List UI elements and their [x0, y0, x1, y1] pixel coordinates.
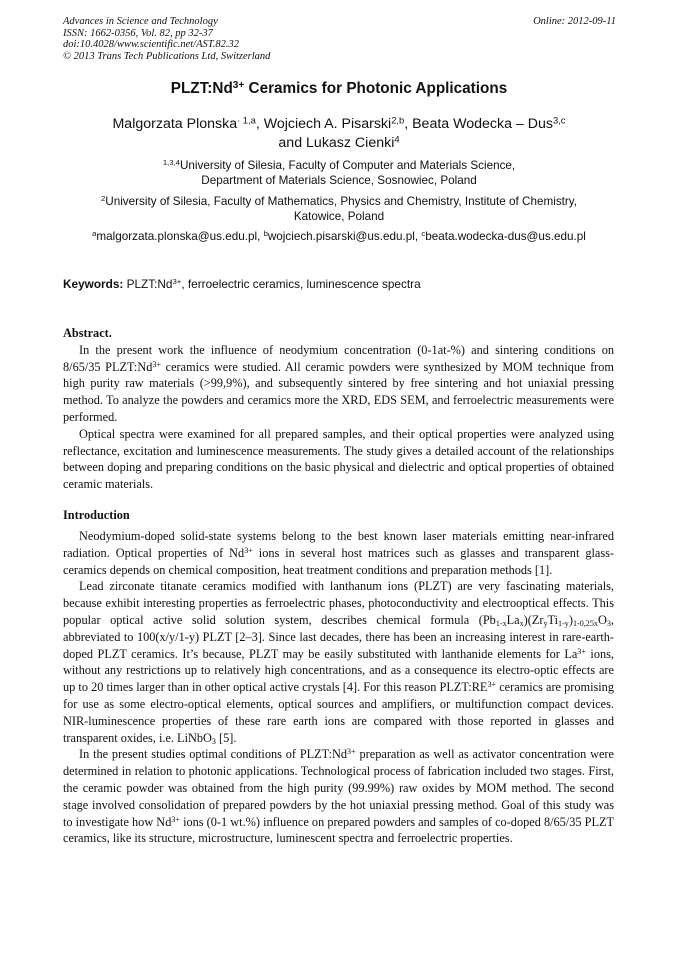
- keywords-label: Keywords:: [63, 277, 124, 291]
- abstract-paragraph-1: [63, 342, 614, 426]
- abstract-p1-text-a: In the present work the influence of neodymium concentration (0-1at-%) and sintering conditions on 8/65/35 PLZT:Nd: [63, 342, 614, 374]
- intro-p2-c: )(Zr: [523, 612, 544, 627]
- abstract-p1-sup: 3+: [152, 359, 162, 369]
- intro-p1-text-a: Neodymium-doped solid-state systems belong to the best known laser materials emitting near-infrared radiation. Optical properties of Nd: [63, 529, 614, 560]
- intro-p2-sub5: 1-0,25x: [572, 619, 598, 628]
- title-sup: 3+: [232, 79, 245, 91]
- introduction-heading: Introduction: [63, 508, 130, 522]
- issn-line: ISSN: 1662-0356, Vol. 82, pp 32-37: [63, 27, 213, 39]
- journal-name: Advances in Science and Technology: [63, 16, 218, 27]
- keywords: [63, 277, 421, 291]
- abstract-p1-text-b: ceramics were studied. All ceramic powders were synthesized by MOM technique from high purity raw materials (>99,9%), and subsequently sintered by free sintering and hot uniaxial pressing method. To analyze the powders and ceramics more the XRD, EDS SEM, and ferroelectric measurements were performed.: [63, 359, 614, 424]
- intro-p2-sup1: 3+: [577, 646, 586, 656]
- intro-p2-sub7: 3: [211, 736, 216, 746]
- intro-p2-h: ions, without any restrictions up to relatively high concentrations, and as a consequence its electro-optic effects are up to 20 times larger than in other optical active crystals [4]. For this reason PLZT:RE: [63, 646, 614, 695]
- affiliation-2: [70, 194, 608, 224]
- paper-title: [0, 80, 678, 98]
- email-c-marker: c: [421, 229, 426, 239]
- abstract-paragraph-2: Optical spectra were examined for all prepared samples, and their optical properties were analyzed using reflectance, excitation and luminescence measurements. The study gives a detailed account of the relationships between doping and preparing conditions on the basic physical and dielectric and optical properties of obtained ceramic materials.: [63, 426, 614, 492]
- abstract-section: [63, 325, 614, 493]
- intro-p1-text-b: ions in several host matrices such as glasses and transparent glass-ceramics depends on chemical composition, heat treatment conditions and preparation methods [1].: [63, 545, 615, 577]
- email-a[interactable]: malgorzata.plonska@us.edu.pl,: [96, 230, 264, 243]
- affiliation-1-line-2: Department of Materials Science, Sosnowiec, Poland: [201, 174, 477, 188]
- author-3-affil: 3,c: [553, 115, 566, 126]
- intro-p2-sup2: 3+: [487, 680, 497, 690]
- keywords-post: , ferroelectric ceramics, luminescence spectra: [181, 277, 421, 291]
- affiliation-1-line-1: University of Silesia, Faculty of Computer and Materials Science,: [179, 159, 516, 172]
- email-c[interactable]: beata.wodecka-dus@us.edu.pl: [425, 230, 586, 243]
- affiliation-1: [70, 158, 608, 188]
- email-b-marker: b: [263, 229, 268, 239]
- intro-p3-a: In the present studies optimal conditions of PLZT:Nd: [79, 747, 348, 762]
- copyright-line: © 2013 Trans Tech Publications Ltd, Switzerland: [63, 50, 271, 62]
- email-b[interactable]: wojciech.pisarski@us.edu.pl,: [267, 230, 422, 243]
- keywords-sup: 3+: [172, 277, 182, 287]
- affiliation-1-marker: 1,3,4: [162, 158, 180, 168]
- keywords-pre: PLZT:Nd: [123, 277, 173, 291]
- online-date: Online: 2012-09-11: [533, 16, 616, 27]
- intro-paragraph-1: [63, 528, 614, 578]
- intro-p3-c: ions (0-1 wt.%) influence on prepared powders and samples of co-doped 8/65/35 PLZT ceramics, like its structure, microstructure, luminescent spectra and ferroelectric properties.: [63, 814, 614, 846]
- affiliation-2-marker: 2: [100, 194, 106, 204]
- author-2-affil: 2,b: [391, 115, 405, 126]
- author-1-affil: · 1,a: [237, 115, 256, 126]
- affiliation-2-line-1: University of Silesia, Faculty of Mathematics, Physics and Chemistry, Institute of Chemistry,: [105, 195, 578, 208]
- intro-p2-i: ceramics are promising for use as some electro-optical elements, optical sources and amplifiers, or multifunction compact devices. NIR-luminescence properties of these rare earth ions are compared with those reported in glasses and transparent oxides, i.e. LiNbO: [63, 680, 614, 745]
- intro-p2-g: , abbreviated to 100(x/y/1-y) PLZT [2–3]. Since last decades, there has been an increasing interest in rare-earth-doped PLZT ceramics. It’s because, PLZT may be easily substituted with lanthanide elements for La: [63, 612, 614, 661]
- intro-p2-j: [5].: [215, 730, 237, 745]
- intro-p3-sup1: 3+: [347, 747, 356, 757]
- intro-p2-sub4: 1-y: [558, 619, 569, 628]
- intro-p2-d: Ti: [547, 612, 559, 627]
- email-a-marker: a: [92, 229, 97, 239]
- author-4-affil: 4: [394, 134, 400, 145]
- author-3: , Beata Wodecka – Dus: [404, 116, 553, 132]
- intro-p2-a: Lead zirconate titanate ceramics modified with lanthanum ions (PLZT) are very fascinating materials, because exhibit interesting properties as ferroelectric phases, photoconductivity and electrooptical effects. This popular optical active solid solution system, describes chemical formula (Pb: [63, 579, 614, 627]
- title-pre: PLZT:Nd: [170, 80, 233, 97]
- title-post: Ceramics for Photonic Applications: [244, 80, 508, 97]
- email-list: [0, 230, 678, 243]
- intro-p2-sub1: 1-x: [495, 619, 507, 628]
- abstract-heading: Abstract.: [63, 326, 112, 340]
- intro-paragraph-3: [63, 746, 614, 847]
- intro-p2-sub2: x: [519, 619, 524, 628]
- author-4: and Lukasz Cienki: [278, 135, 395, 151]
- intro-p2-sub3: y: [543, 619, 548, 628]
- affiliation-2-line-2: Katowice, Poland: [293, 210, 385, 224]
- intro-paragraph-2: [63, 578, 614, 746]
- intro-p2-e: ): [568, 612, 573, 627]
- author-list: [40, 115, 638, 153]
- intro-p2-b: La: [506, 612, 520, 627]
- doi-line: doi:10.4028/www.scientific.net/AST.82.32: [63, 39, 240, 51]
- publication-header: [63, 16, 270, 62]
- author-2: , Wojciech A. Pisarski: [255, 116, 392, 132]
- intro-p2-f: O: [597, 612, 607, 627]
- introduction-section: [63, 528, 614, 847]
- author-1: Malgorzata Plonska: [112, 116, 238, 132]
- intro-p3-b: preparation as well as activator concentration were determined in relation to photonic applications. Technological process of fabrication included two stages. First, the ceramic powder was obtained from the high purity (99.99%) raw oxides by MOM method. The second stage involved consolidation of prepared powders by the hot uniaxial pressing method. Goal of this study was to investigate how Nd: [63, 747, 614, 829]
- intro-p3-sup2: 3+: [171, 814, 180, 824]
- intro-p2-sub6: 3: [606, 619, 611, 628]
- intro-p1-sup: 3+: [244, 545, 253, 555]
